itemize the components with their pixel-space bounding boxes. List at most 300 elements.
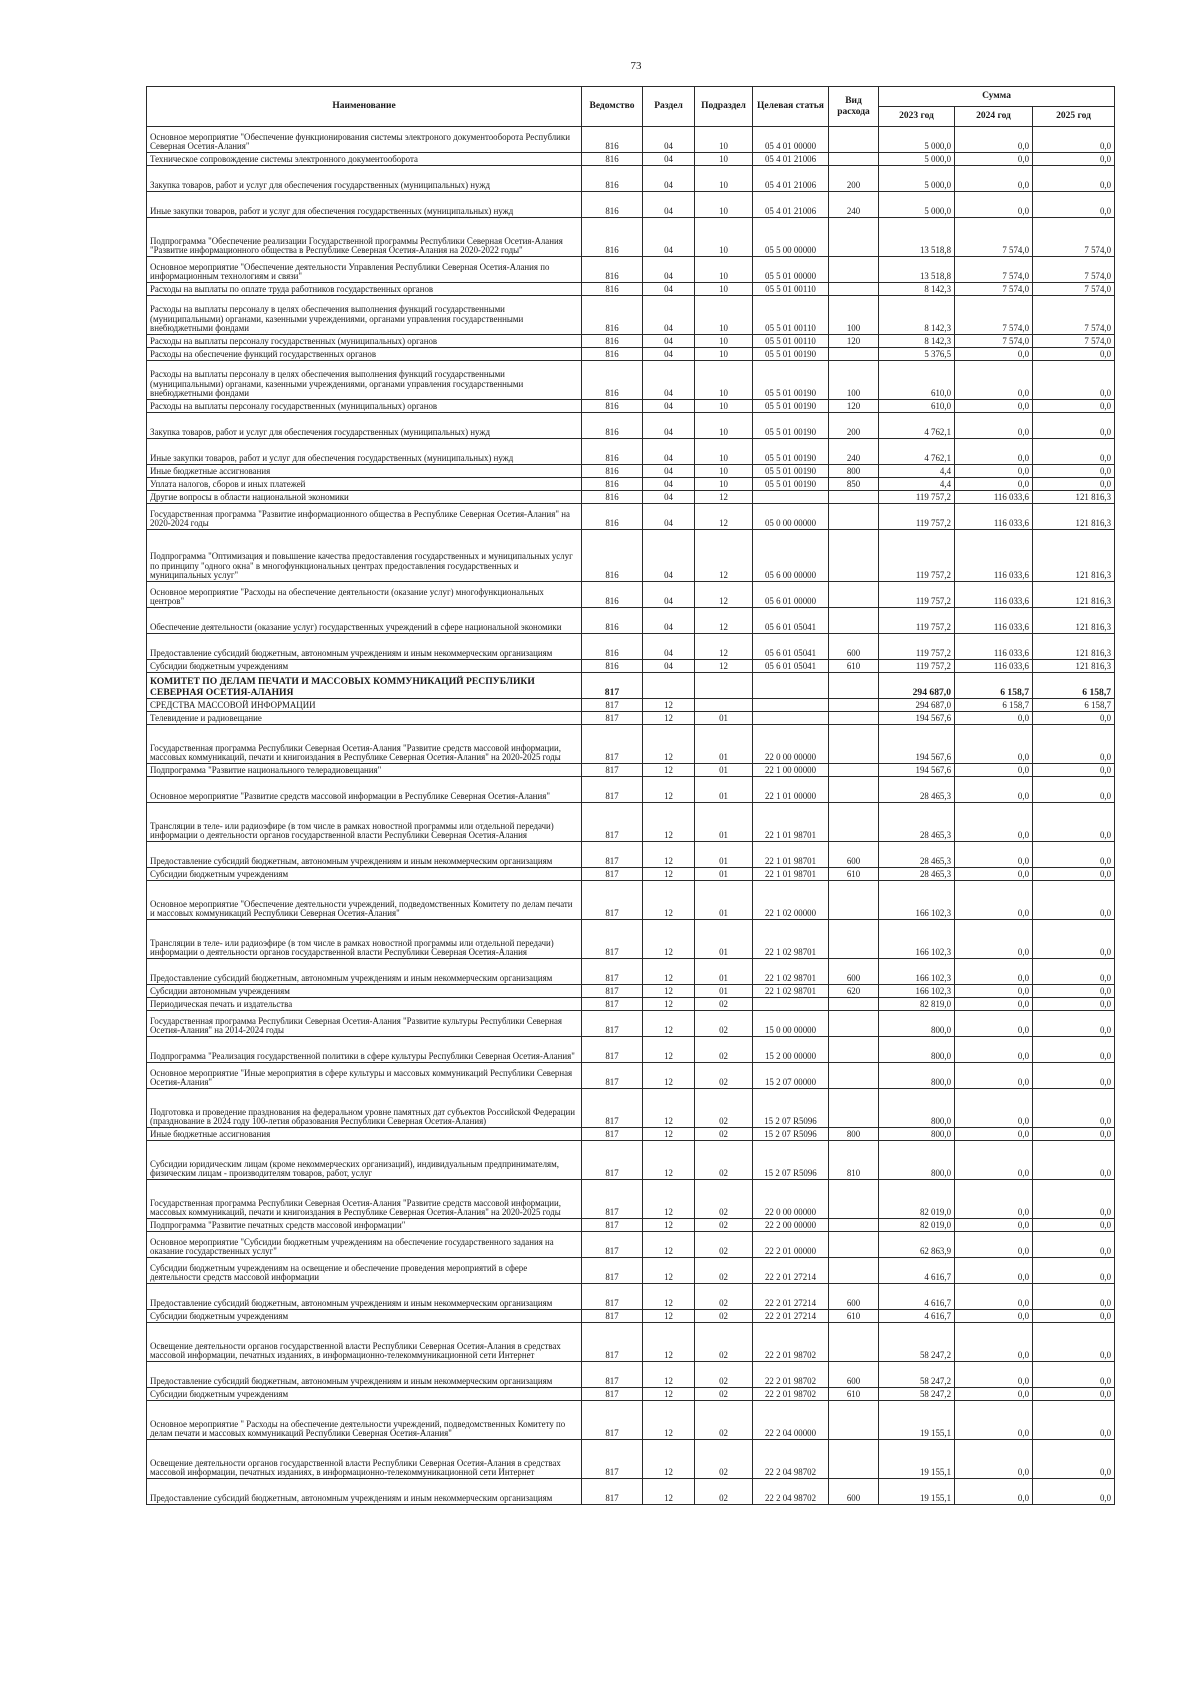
cell-2024: 0,0 (955, 959, 1033, 985)
cell-2024: 0,0 (955, 1180, 1033, 1219)
cell-2024: 0,0 (955, 1310, 1033, 1323)
cell-target: 15 2 07 R5096 (753, 1128, 829, 1141)
cell-2025: 0,0 (1033, 1440, 1115, 1479)
table-row (147, 920, 1115, 959)
cell-2024: 0,0 (955, 465, 1033, 478)
cell-2024: 0,0 (955, 361, 1033, 400)
cell-target: 22 1 01 98701 (753, 868, 829, 881)
cell-2023: 28 465,3 (879, 842, 955, 868)
cell-expense-type (829, 608, 879, 634)
cell-target: 05 6 01 05041 (753, 608, 829, 634)
cell-name: Субсидии автономным учреждениям (147, 985, 582, 998)
cell-target: 22 2 04 98702 (753, 1440, 829, 1479)
cell-section: 04 (643, 166, 695, 192)
cell-2025: 0,0 (1033, 920, 1115, 959)
cell-2024: 0,0 (955, 1037, 1033, 1063)
cell-subsection: 12 (695, 660, 753, 673)
cell-name: СРЕДСТВА МАССОВОЙ ИНФОРМАЦИИ (147, 699, 582, 712)
cell-dept: 817 (582, 1232, 643, 1258)
cell-2024: 0,0 (955, 764, 1033, 777)
cell-name: Обеспечение деятельности (оказание услуг) государственных учреждений в сфере национальной экономики (147, 608, 582, 634)
cell-expense-type (829, 1440, 879, 1479)
cell-dept: 817 (582, 725, 643, 764)
cell-name: Расходы на выплаты персоналу в целях обеспечения выполнения функций государственными (муниципальными) органами, казенными учреждениями, органами управления государственными внебюджетными фондами (147, 361, 582, 400)
cell-dept: 816 (582, 634, 643, 660)
cell-2023: 5 000,0 (879, 192, 955, 218)
cell-expense-type: 120 (829, 335, 879, 348)
table-row (147, 400, 1115, 413)
cell-dept: 817 (582, 1089, 643, 1128)
cell-2024: 0,0 (955, 1401, 1033, 1440)
cell-2024: 0,0 (955, 1323, 1033, 1362)
table-row (147, 660, 1115, 673)
cell-subsection: 10 (695, 218, 753, 257)
table-row (147, 1362, 1115, 1388)
cell-expense-type (829, 998, 879, 1011)
table-body (147, 127, 1115, 1505)
cell-subsection: 02 (695, 1310, 753, 1323)
cell-2025: 0,0 (1033, 1323, 1115, 1362)
cell-name: Закупка товаров, работ и услуг для обеспечения государственных (муниципальных) нужд (147, 166, 582, 192)
cell-target: 15 2 00 00000 (753, 1037, 829, 1063)
cell-target (753, 673, 829, 699)
cell-section: 04 (643, 465, 695, 478)
cell-subsection: 02 (695, 998, 753, 1011)
cell-2023: 82 019,0 (879, 1180, 955, 1219)
cell-2024: 0,0 (955, 1232, 1033, 1258)
cell-2023: 8 142,3 (879, 335, 955, 348)
cell-subsection: 10 (695, 192, 753, 218)
cell-subsection: 01 (695, 842, 753, 868)
cell-name: Субсидии юридическим лицам (кроме некоммерческих организаций), индивидуальным предпринимателям, физическим лицам - производителям товаров, работ, услуг (147, 1141, 582, 1180)
cell-2023: 4 616,7 (879, 1284, 955, 1310)
cell-name: Освещение деятельности органов государственной власти Республики Северная Осетия-Алания в средствах массовой информации, печатных изданиях, в информационно-телекоммуникационной сети Интернет (147, 1440, 582, 1479)
cell-subsection: 02 (695, 1180, 753, 1219)
cell-section: 12 (643, 699, 695, 712)
cell-name: Государственная программа Республики Северная Осетия-Алания "Развитие средств массовой информации, массовых коммуникаций, печати и книгоиздания в Республике Северная Осетия-Алания" на 2020-2025 годы (147, 725, 582, 764)
cell-2023: 58 247,2 (879, 1323, 955, 1362)
cell-2025: 0,0 (1033, 868, 1115, 881)
cell-2023: 13 518,8 (879, 257, 955, 283)
cell-2025: 0,0 (1033, 1401, 1115, 1440)
cell-2025: 0,0 (1033, 166, 1115, 192)
table-row (147, 998, 1115, 1011)
table-row (147, 868, 1115, 881)
cell-section (643, 673, 695, 699)
cell-2024: 116 033,6 (955, 660, 1033, 673)
cell-name: Подпрограмма "Обеспечение реализации Государственной программы Республики Северная Осетия-Алания "Развитие информационного общества в Республике Северная Осетия-Алания на 2020-2022 годы" (147, 218, 582, 257)
cell-2024: 0,0 (955, 777, 1033, 803)
cell-dept: 816 (582, 400, 643, 413)
cell-section: 12 (643, 1310, 695, 1323)
cell-2024: 0,0 (955, 985, 1033, 998)
cell-subsection: 02 (695, 1388, 753, 1401)
cell-dept: 816 (582, 491, 643, 504)
cell-2023: 19 155,1 (879, 1440, 955, 1479)
cell-2025: 0,0 (1033, 725, 1115, 764)
cell-2025: 0,0 (1033, 1310, 1115, 1323)
cell-expense-type (829, 348, 879, 361)
cell-2024: 0,0 (955, 166, 1033, 192)
cell-2023: 119 757,2 (879, 634, 955, 660)
cell-target: 22 2 01 27214 (753, 1310, 829, 1323)
cell-2024: 0,0 (955, 1089, 1033, 1128)
cell-2024: 116 033,6 (955, 530, 1033, 582)
cell-2023: 5 000,0 (879, 127, 955, 153)
cell-name: Основное мероприятие "Обеспечение функционирования системы электроного документооборота Республики Северная Осетия-Алания" (147, 127, 582, 153)
cell-subsection: 10 (695, 335, 753, 348)
cell-2024: 6 158,7 (955, 699, 1033, 712)
cell-expense-type (829, 283, 879, 296)
table-row (147, 192, 1115, 218)
cell-dept: 817 (582, 868, 643, 881)
cell-dept: 816 (582, 582, 643, 608)
cell-target: 05 6 01 05041 (753, 660, 829, 673)
cell-dept: 816 (582, 439, 643, 465)
cell-section: 12 (643, 1388, 695, 1401)
cell-name: Предоставление субсидий бюджетным, автономным учреждениям и иным некоммерческим организациям (147, 1479, 582, 1505)
cell-2024: 116 033,6 (955, 504, 1033, 530)
cell-target: 05 5 00 00000 (753, 218, 829, 257)
table-row (147, 1310, 1115, 1323)
cell-2023: 800,0 (879, 1063, 955, 1089)
cell-2025: 0,0 (1033, 348, 1115, 361)
cell-name: Основное мероприятие "Развитие средств массовой информации в Республике Северная Осетия-Алания" (147, 777, 582, 803)
cell-name: Основное мероприятие "Иные мероприятия в сфере культуры и массовых коммуникаций Республики Северная Осетия-Алания" (147, 1063, 582, 1089)
header-expense-type: Вид расхода (829, 87, 879, 127)
cell-name: Иные бюджетные ассигнования (147, 465, 582, 478)
cell-subsection: 01 (695, 725, 753, 764)
cell-2025: 0,0 (1033, 192, 1115, 218)
cell-2024: 0,0 (955, 439, 1033, 465)
cell-dept: 817 (582, 1011, 643, 1037)
cell-subsection: 02 (695, 1479, 753, 1505)
cell-section: 04 (643, 660, 695, 673)
cell-section: 12 (643, 803, 695, 842)
cell-2023: 800,0 (879, 1089, 955, 1128)
cell-2023: 800,0 (879, 1128, 955, 1141)
cell-expense-type: 850 (829, 478, 879, 491)
cell-2024: 0,0 (955, 1128, 1033, 1141)
page-number: 73 (630, 60, 642, 72)
cell-dept: 817 (582, 1141, 643, 1180)
cell-target: 05 6 01 05041 (753, 634, 829, 660)
table-row (147, 127, 1115, 153)
cell-2024: 7 574,0 (955, 283, 1033, 296)
cell-2023: 119 757,2 (879, 582, 955, 608)
cell-expense-type: 200 (829, 413, 879, 439)
cell-target: 15 2 07 R5096 (753, 1089, 829, 1128)
cell-expense-type (829, 764, 879, 777)
cell-expense-type (829, 1401, 879, 1440)
cell-section: 04 (643, 283, 695, 296)
cell-2023: 5 000,0 (879, 153, 955, 166)
cell-2025: 0,0 (1033, 1219, 1115, 1232)
cell-expense-type (829, 1011, 879, 1037)
table-row (147, 257, 1115, 283)
cell-name: Субсидии бюджетным учреждениям (147, 1388, 582, 1401)
cell-name: Субсидии бюджетным учреждениям (147, 868, 582, 881)
cell-dept: 816 (582, 530, 643, 582)
cell-subsection: 02 (695, 1401, 753, 1440)
cell-subsection: 01 (695, 881, 753, 920)
cell-section: 04 (643, 218, 695, 257)
header-year-2023: 2023 год (879, 107, 955, 127)
cell-2023: 4,4 (879, 478, 955, 491)
cell-2025: 121 816,3 (1033, 530, 1115, 582)
cell-target: 15 0 00 00000 (753, 1011, 829, 1037)
cell-target: 22 2 01 27214 (753, 1258, 829, 1284)
cell-subsection: 12 (695, 504, 753, 530)
cell-section: 04 (643, 530, 695, 582)
cell-2023: 82 819,0 (879, 998, 955, 1011)
cell-2025: 0,0 (1033, 1479, 1115, 1505)
cell-dept: 816 (582, 283, 643, 296)
cell-expense-type (829, 530, 879, 582)
cell-subsection: 02 (695, 1219, 753, 1232)
cell-target: 05 6 00 00000 (753, 530, 829, 582)
cell-2023: 119 757,2 (879, 660, 955, 673)
cell-2025: 7 574,0 (1033, 257, 1115, 283)
cell-subsection: 02 (695, 1089, 753, 1128)
cell-2024: 116 033,6 (955, 634, 1033, 660)
cell-name: Расходы на выплаты персоналу государственных (муниципальных) органов (147, 335, 582, 348)
cell-name: Основное мероприятие "Субсидии бюджетным учреждениям на обеспечение государственного задания на оказание государственных услуг" (147, 1232, 582, 1258)
cell-section: 04 (643, 400, 695, 413)
cell-subsection: 10 (695, 166, 753, 192)
cell-2024: 0,0 (955, 1440, 1033, 1479)
cell-section: 12 (643, 842, 695, 868)
cell-2025: 0,0 (1033, 1011, 1115, 1037)
cell-target: 22 2 01 27214 (753, 1284, 829, 1310)
cell-dept: 816 (582, 504, 643, 530)
table-row (147, 608, 1115, 634)
cell-dept: 817 (582, 1440, 643, 1479)
cell-target: 05 4 01 21006 (753, 153, 829, 166)
cell-2024: 0,0 (955, 127, 1033, 153)
cell-expense-type: 100 (829, 296, 879, 335)
cell-2024: 0,0 (955, 1258, 1033, 1284)
cell-2023: 119 757,2 (879, 491, 955, 504)
cell-2023: 800,0 (879, 1011, 955, 1037)
cell-2024: 0,0 (955, 413, 1033, 439)
cell-expense-type: 200 (829, 166, 879, 192)
table-row (147, 1037, 1115, 1063)
table-row (147, 1180, 1115, 1219)
cell-section: 12 (643, 1089, 695, 1128)
cell-2024: 0,0 (955, 192, 1033, 218)
cell-expense-type: 600 (829, 634, 879, 660)
cell-subsection: 10 (695, 127, 753, 153)
cell-target: 05 6 01 00000 (753, 582, 829, 608)
cell-dept: 816 (582, 218, 643, 257)
cell-dept: 817 (582, 998, 643, 1011)
cell-2025: 0,0 (1033, 465, 1115, 478)
cell-subsection: 10 (695, 400, 753, 413)
cell-expense-type (829, 1037, 879, 1063)
cell-target: 22 2 04 00000 (753, 1401, 829, 1440)
table-row (147, 1401, 1115, 1440)
cell-target: 22 0 00 00000 (753, 1180, 829, 1219)
cell-2025: 0,0 (1033, 1388, 1115, 1401)
cell-target: 15 2 07 00000 (753, 1063, 829, 1089)
cell-target: 05 5 01 00190 (753, 413, 829, 439)
cell-2023: 58 247,2 (879, 1362, 955, 1388)
cell-2025: 121 816,3 (1033, 608, 1115, 634)
cell-2025: 7 574,0 (1033, 283, 1115, 296)
cell-section: 12 (643, 1141, 695, 1180)
table-row (147, 504, 1115, 530)
cell-2024: 0,0 (955, 1479, 1033, 1505)
cell-section: 12 (643, 985, 695, 998)
cell-subsection: 02 (695, 1128, 753, 1141)
table-row (147, 465, 1115, 478)
cell-dept: 817 (582, 1063, 643, 1089)
cell-2024: 7 574,0 (955, 296, 1033, 335)
cell-name: Иные закупки товаров, работ и услуг для обеспечения государственных (муниципальных) нужд (147, 439, 582, 465)
cell-section: 12 (643, 881, 695, 920)
cell-dept: 817 (582, 842, 643, 868)
cell-2023: 28 465,3 (879, 777, 955, 803)
cell-expense-type (829, 1232, 879, 1258)
table-row (147, 1284, 1115, 1310)
table-row (147, 582, 1115, 608)
cell-section: 12 (643, 868, 695, 881)
cell-2025: 121 816,3 (1033, 660, 1115, 673)
cell-name: Иные бюджетные ассигнования (147, 1128, 582, 1141)
cell-target: 05 5 01 00000 (753, 257, 829, 283)
cell-subsection: 01 (695, 777, 753, 803)
cell-target (753, 998, 829, 1011)
cell-dept: 817 (582, 777, 643, 803)
cell-dept: 816 (582, 257, 643, 283)
table-row (147, 673, 1115, 699)
cell-target: 05 5 01 00190 (753, 361, 829, 400)
header-dept: Ведомство (582, 87, 643, 127)
cell-target: 22 1 02 98701 (753, 920, 829, 959)
cell-2023: 166 102,3 (879, 881, 955, 920)
cell-section: 12 (643, 1479, 695, 1505)
cell-expense-type (829, 881, 879, 920)
cell-2024: 0,0 (955, 1063, 1033, 1089)
cell-name: Телевидение и радиовещание (147, 712, 582, 725)
table-row (147, 1258, 1115, 1284)
cell-section: 12 (643, 1063, 695, 1089)
cell-name: Предоставление субсидий бюджетным, автономным учреждениям и иным некоммерческим организациям (147, 1284, 582, 1310)
cell-dept: 817 (582, 1219, 643, 1232)
cell-2025: 0,0 (1033, 998, 1115, 1011)
cell-name: Периодическая печать и издательства (147, 998, 582, 1011)
cell-name: Предоставление субсидий бюджетным, автономным учреждениям и иным некоммерческим организациям (147, 634, 582, 660)
cell-dept: 817 (582, 1284, 643, 1310)
cell-2025: 0,0 (1033, 777, 1115, 803)
cell-section: 04 (643, 127, 695, 153)
table-row (147, 153, 1115, 166)
cell-expense-type (829, 1258, 879, 1284)
cell-subsection: 10 (695, 478, 753, 491)
cell-2024: 0,0 (955, 868, 1033, 881)
cell-dept: 817 (582, 920, 643, 959)
cell-expense-type: 800 (829, 1128, 879, 1141)
cell-subsection: 01 (695, 920, 753, 959)
cell-target: 05 5 01 00110 (753, 283, 829, 296)
cell-section: 04 (643, 192, 695, 218)
cell-2023: 166 102,3 (879, 985, 955, 998)
cell-subsection (695, 699, 753, 712)
cell-2023: 8 142,3 (879, 296, 955, 335)
cell-expense-type: 610 (829, 1388, 879, 1401)
budget-table (146, 86, 1115, 1505)
cell-2025: 6 158,7 (1033, 699, 1115, 712)
cell-expense-type (829, 582, 879, 608)
cell-subsection: 02 (695, 1037, 753, 1063)
cell-2025: 0,0 (1033, 985, 1115, 998)
cell-name: Подпрограмма "Развитие печатных средств массовой информации" (147, 1219, 582, 1232)
cell-2023: 166 102,3 (879, 920, 955, 959)
cell-subsection: 10 (695, 283, 753, 296)
cell-subsection: 10 (695, 348, 753, 361)
cell-expense-type (829, 699, 879, 712)
cell-section: 04 (643, 413, 695, 439)
cell-expense-type: 600 (829, 1284, 879, 1310)
cell-2024: 7 574,0 (955, 257, 1033, 283)
cell-name: Расходы на выплаты по оплате труда работников государственных органов (147, 283, 582, 296)
cell-section: 12 (643, 1284, 695, 1310)
cell-dept: 817 (582, 699, 643, 712)
cell-2023: 610,0 (879, 361, 955, 400)
cell-expense-type: 240 (829, 439, 879, 465)
cell-subsection: 02 (695, 1440, 753, 1479)
cell-section: 12 (643, 764, 695, 777)
cell-expense-type: 240 (829, 192, 879, 218)
cell-2023: 19 155,1 (879, 1401, 955, 1440)
cell-target: 05 0 00 00000 (753, 504, 829, 530)
cell-2025: 0,0 (1033, 1128, 1115, 1141)
cell-dept: 816 (582, 465, 643, 478)
table-row (147, 361, 1115, 400)
cell-expense-type (829, 803, 879, 842)
cell-expense-type: 800 (829, 465, 879, 478)
cell-subsection: 02 (695, 1284, 753, 1310)
cell-target: 05 5 01 00110 (753, 296, 829, 335)
cell-dept: 817 (582, 1128, 643, 1141)
cell-name: Подготовка и проведение празднования на федеральном уровне памятных дат субъектов Российской Федерации (празднование в 2024 году 100-летия образования Республики Северная Осетия-Алания) (147, 1089, 582, 1128)
cell-target: 05 4 01 21006 (753, 192, 829, 218)
table-row (147, 985, 1115, 998)
cell-section: 04 (643, 582, 695, 608)
cell-name: Подпрограмма "Реализация государственной политики в сфере культуры Республики Северная Осетия-Алания" (147, 1037, 582, 1063)
cell-dept: 817 (582, 1180, 643, 1219)
cell-2025: 0,0 (1033, 1141, 1115, 1180)
cell-2024: 0,0 (955, 803, 1033, 842)
cell-expense-type: 620 (829, 985, 879, 998)
cell-2023: 4 762,1 (879, 413, 955, 439)
cell-subsection: 12 (695, 530, 753, 582)
cell-subsection: 10 (695, 257, 753, 283)
cell-target: 22 1 02 98701 (753, 959, 829, 985)
cell-dept: 816 (582, 166, 643, 192)
cell-2023: 28 465,3 (879, 803, 955, 842)
cell-expense-type: 120 (829, 400, 879, 413)
cell-target: 22 1 02 00000 (753, 881, 829, 920)
cell-subsection: 02 (695, 1011, 753, 1037)
cell-section: 12 (643, 777, 695, 803)
cell-name: Уплата налогов, сборов и иных платежей (147, 478, 582, 491)
cell-dept: 817 (582, 1362, 643, 1388)
cell-expense-type (829, 153, 879, 166)
cell-subsection: 01 (695, 764, 753, 777)
cell-2024: 0,0 (955, 725, 1033, 764)
